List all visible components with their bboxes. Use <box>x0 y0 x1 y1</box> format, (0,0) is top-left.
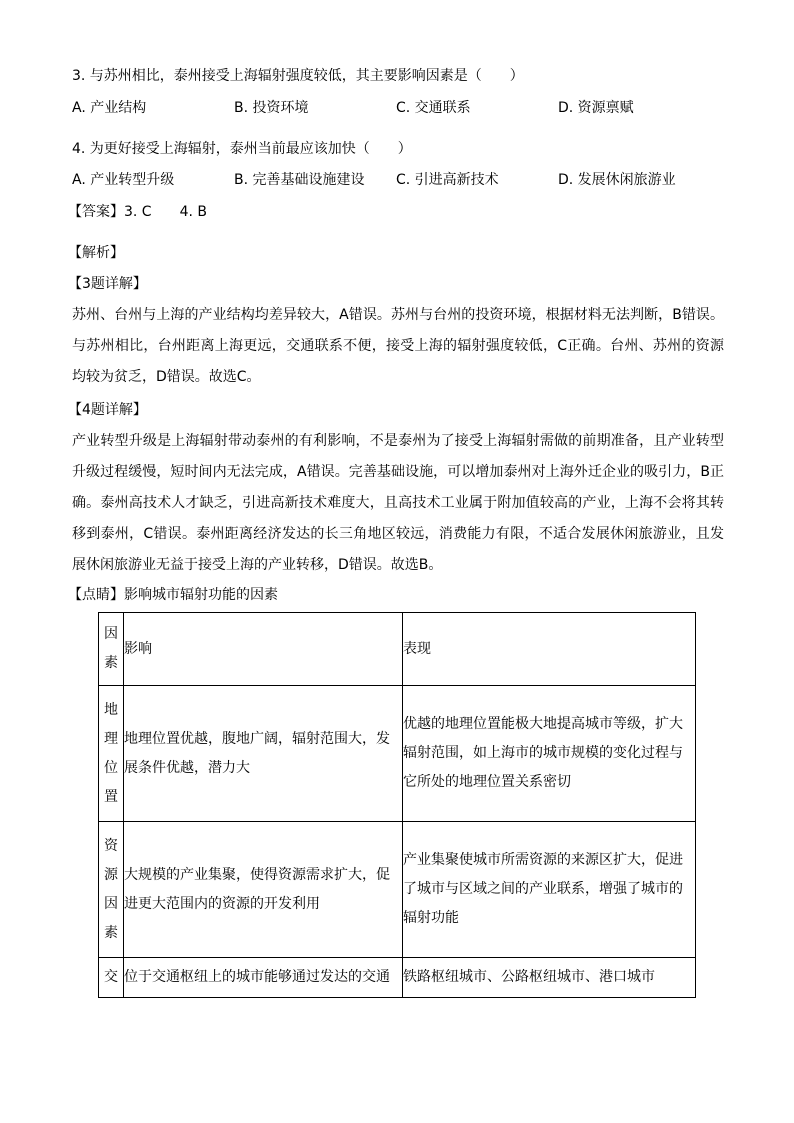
note-tag: 【点睛】 <box>68 587 124 603</box>
detail-4-title: 【4题详解】 <box>68 402 147 418</box>
answer-line <box>68 202 207 222</box>
analysis-tag: 【解析】 <box>68 245 124 261</box>
detail-3-title: 【3题详解】 <box>68 276 147 292</box>
q4-option-c: C. 引进高新技术 <box>396 172 499 188</box>
header-factor: 因素 <box>99 613 124 686</box>
q4-option-b: B. 完善基础设施建设 <box>234 172 365 188</box>
table-row <box>99 686 696 822</box>
q4-option-d: D. 发展休闲旅游业 <box>558 172 676 188</box>
row-influence: 地理位置优越，腹地广阔，辐射范围大，发展条件优越，潜力大 <box>124 686 403 822</box>
row-influence: 位于交通枢纽上的城市能够通过发达的交通 <box>124 958 403 998</box>
question-3-stem: 3. 与苏州相比，泰州接受上海辐射强度较低，其主要影响因素是（ ） <box>72 68 524 84</box>
q3-option-c: C. 交通联系 <box>396 100 471 116</box>
row-factor: 地理位置 <box>99 686 124 822</box>
q4-option-a: A. 产业转型升级 <box>72 172 175 188</box>
row-manifestation: 铁路枢纽城市、公路枢纽城市、港口城市 <box>403 958 696 998</box>
header-influence: 影响 <box>124 613 403 686</box>
row-manifestation: 产业集聚使城市所需资源的来源区扩大，促进了城市与区域之间的产业联系，增强了城市的辐射功能 <box>403 822 696 958</box>
row-factor: 交 <box>99 958 124 998</box>
q3-option-a: A. 产业结构 <box>72 100 147 116</box>
table-header-row <box>99 613 696 686</box>
factors-table <box>98 612 696 998</box>
row-influence: 大规模的产业集聚，使得资源需求扩大，促进更大范围内的资源的开发利用 <box>124 822 403 958</box>
header-manifestation: 表现 <box>403 613 696 686</box>
row-factor: 资源因素 <box>99 822 124 958</box>
question-4-options <box>72 170 712 190</box>
detail-3-text: 苏州、台州与上海的产业结构均差异较大，A错误。苏州与台州的投资环境，根据材料无法判断，B错误。与苏州相比，台州距离上海更远，交通联系不便，接受上海的辐射强度较低，C正确。台州、苏州的资源均较为贫乏，D错误。故选C。 <box>72 307 724 385</box>
q3-option-b: B. 投资环境 <box>234 100 309 116</box>
table-row <box>99 822 696 958</box>
q3-option-d: D. 资源禀赋 <box>558 100 634 116</box>
answer-text: 3. C 4. B <box>124 204 207 220</box>
note-line <box>68 585 278 605</box>
answer-tag: 【答案】 <box>68 204 124 220</box>
detail-4-text: 产业转型升级是上海辐射带动泰州的有利影响，不是泰州为了接受上海辐射需做的前期准备，且产业转型升级过程缓慢，短时间内无法完成，A错误。完善基础设施，可以增加泰州对上海外迁企业的吸引力，B正确。泰州高技术人才缺乏，引进高新技术难度大，且高技术工业属于附加值较高的产业，上海不会将其转移到泰州，C错误。泰州距离经济发达的长三角地区较远，消费能力有限，不适合发展休闲旅游业，且发展休闲旅游业无益于接受上海的产业转移，D错误。故选B。 <box>72 433 724 573</box>
question-4-stem: 4. 为更好接受上海辐射，泰州当前最应该加快（ ） <box>72 141 412 157</box>
row-manifestation: 优越的地理位置能极大地提高城市等级，扩大辐射范围，如上海市的城市规模的变化过程与它所处的地理位置关系密切 <box>403 686 696 822</box>
question-3-options <box>72 98 712 118</box>
table-row <box>99 958 696 998</box>
note-title: 影响城市辐射功能的因素 <box>124 587 278 603</box>
